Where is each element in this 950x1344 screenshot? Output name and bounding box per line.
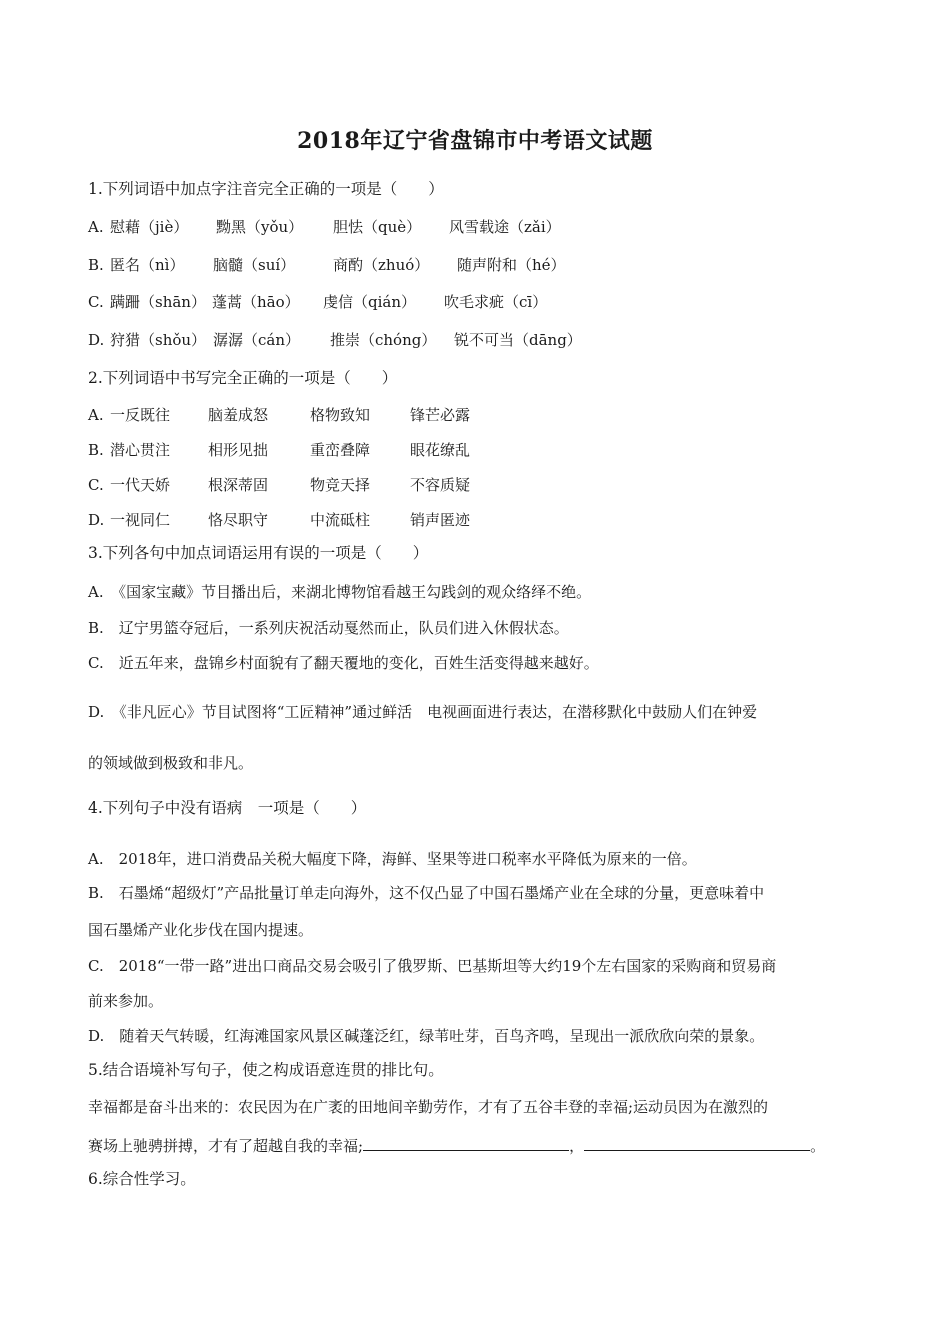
option-item: 胆怯（què） (333, 218, 422, 236)
option-item: 黝黑（yǒu） (216, 218, 304, 236)
option-item: 脑羞成怒 (208, 406, 269, 424)
option-label: B. (88, 256, 104, 274)
q5-context-text: 赛场上驰骋拼搏，才有了超越自我的幸福; (88, 1137, 364, 1155)
page-title: 2018年辽宁省盘锦市中考语文试题 (297, 128, 653, 154)
q2-option-c (88, 475, 470, 495)
q1-option-d (88, 330, 582, 350)
option-item: 随声附和（hé） (457, 256, 566, 274)
q4-stem: 4.下列句子中没有语病 一项是（ ） (88, 799, 367, 817)
option-item: 眼花缭乱 (410, 441, 471, 459)
option-item: 一视同仁 (110, 511, 171, 529)
q2-option-a (88, 405, 470, 425)
option-item: 潺潺（cán） (213, 331, 301, 349)
option-item: 重峦叠障 (310, 441, 371, 459)
period: 。 (810, 1137, 826, 1155)
q4-option-b-line1: B. 石墨烯“超级灯”产品批量订单走向海外，这不仅凸显了中国石墨烯产业在全球的分量，更意味着中 (88, 884, 765, 902)
q4-option-a: A. 2018年，进口消费品关税大幅度下降，海鲜、坚果等进口税率水平降低为原来的一倍。 (88, 850, 697, 868)
option-item: 一反既往 (110, 406, 171, 424)
answer-blank-1[interactable] (363, 1136, 569, 1151)
option-item: 根深蒂固 (208, 476, 269, 494)
q3-option-d-line1: D. 《非凡匠心》节目试图将“工匠精神”通过鲜活 电视画面进行表达，在潜移默化中鼓励人们在钟爱 (88, 703, 758, 721)
q5-context-line2 (88, 1136, 825, 1156)
q6-stem: 6.综合性学习。 (88, 1170, 196, 1188)
q1-option-c (88, 292, 547, 312)
option-item: 物竞天择 (310, 476, 371, 494)
q4-option-c-line2: 前来参加。 (88, 992, 164, 1010)
q3-option-b: B. 辽宁男篮夺冠后，一系列庆祝活动戛然而止，队员们进入休假状态。 (88, 619, 569, 637)
q3-option-a: A. 《国家宝藏》节目播出后，来湖北博物馆看越王勾践剑的观众络绎不绝。 (88, 583, 592, 601)
option-label: A. (88, 218, 104, 236)
option-label: C. (88, 476, 104, 494)
option-item: 慰藉（jiè） (110, 218, 189, 236)
option-label: D. (88, 511, 105, 529)
q4-option-b-line2: 国石墨烯产业化步伐在国内提速。 (88, 921, 314, 939)
option-item: 风雪载途（zǎi） (449, 218, 561, 236)
option-item: 恪尽职守 (208, 511, 269, 529)
option-item: 蓬蒿（hāo） (212, 293, 300, 311)
q1-option-a (88, 217, 561, 237)
comma: ， (569, 1137, 585, 1155)
option-item: 一代天娇 (110, 476, 171, 494)
option-label: A. (88, 406, 104, 424)
q4-option-d: D. 随着天气转暖，红海滩国家风景区碱蓬泛红，绿苇吐芽，百鸟齐鸣，呈现出一派欣欣向荣的景象。 (88, 1027, 765, 1045)
option-item: 相形见拙 (208, 441, 269, 459)
q2-stem: 2.下列词语中书写完全正确的一项是（ ） (88, 369, 398, 387)
option-item: 不容质疑 (410, 476, 471, 494)
option-item: 吹毛求疵（cī） (444, 293, 548, 311)
option-item: 推崇（chóng） (330, 331, 437, 349)
q4-option-c-line1: C. 2018“一带一路”进出口商品交易会吸引了俄罗斯、巴基斯坦等大约19个左右国家的采购商和贸易商 (88, 957, 777, 975)
option-label: D. (88, 331, 105, 349)
option-item: 销声匿迹 (410, 511, 471, 529)
option-item: 中流砥柱 (310, 511, 371, 529)
q3-option-d-line2: 的领域做到极致和非凡。 (88, 754, 254, 772)
q3-stem: 3.下列各句中加点词语运用有误的一项是（ ） (88, 544, 429, 562)
option-item: 蹒跚（shān） (110, 293, 206, 311)
option-item: 虔信（qián） (323, 293, 417, 311)
option-item: 狩猎（shǒu） (110, 331, 207, 349)
q5-context-line1: 幸福都是奋斗出来的：农民因为在广袤的田地间辛勤劳作，才有了五谷丰登的幸福;运动员因为在激烈的 (88, 1098, 769, 1116)
q3-option-c: C. 近五年来，盘锦乡村面貌有了翻天覆地的变化，百姓生活变得越来越好。 (88, 654, 599, 672)
q1-stem: 1.下列词语中加点字注音完全正确的一项是（ ） (88, 180, 444, 198)
q1-option-b (88, 255, 566, 275)
option-item: 脑髓（suí） (213, 256, 296, 274)
option-item: 商酌（zhuó） (333, 256, 430, 274)
option-item: 匿名（nì） (110, 256, 185, 274)
q2-option-b (88, 440, 470, 460)
option-label: C. (88, 293, 104, 311)
option-item: 潜心贯注 (110, 441, 171, 459)
option-item: 锐不可当（dāng） (454, 331, 582, 349)
answer-blank-2[interactable] (584, 1136, 810, 1151)
q5-stem: 5.结合语境补写句子，使之构成语意连贯的排比句。 (88, 1061, 444, 1079)
option-item: 锋芒必露 (410, 406, 471, 424)
q2-option-d (88, 510, 470, 530)
option-item: 格物致知 (310, 406, 371, 424)
option-label: B. (88, 441, 104, 459)
